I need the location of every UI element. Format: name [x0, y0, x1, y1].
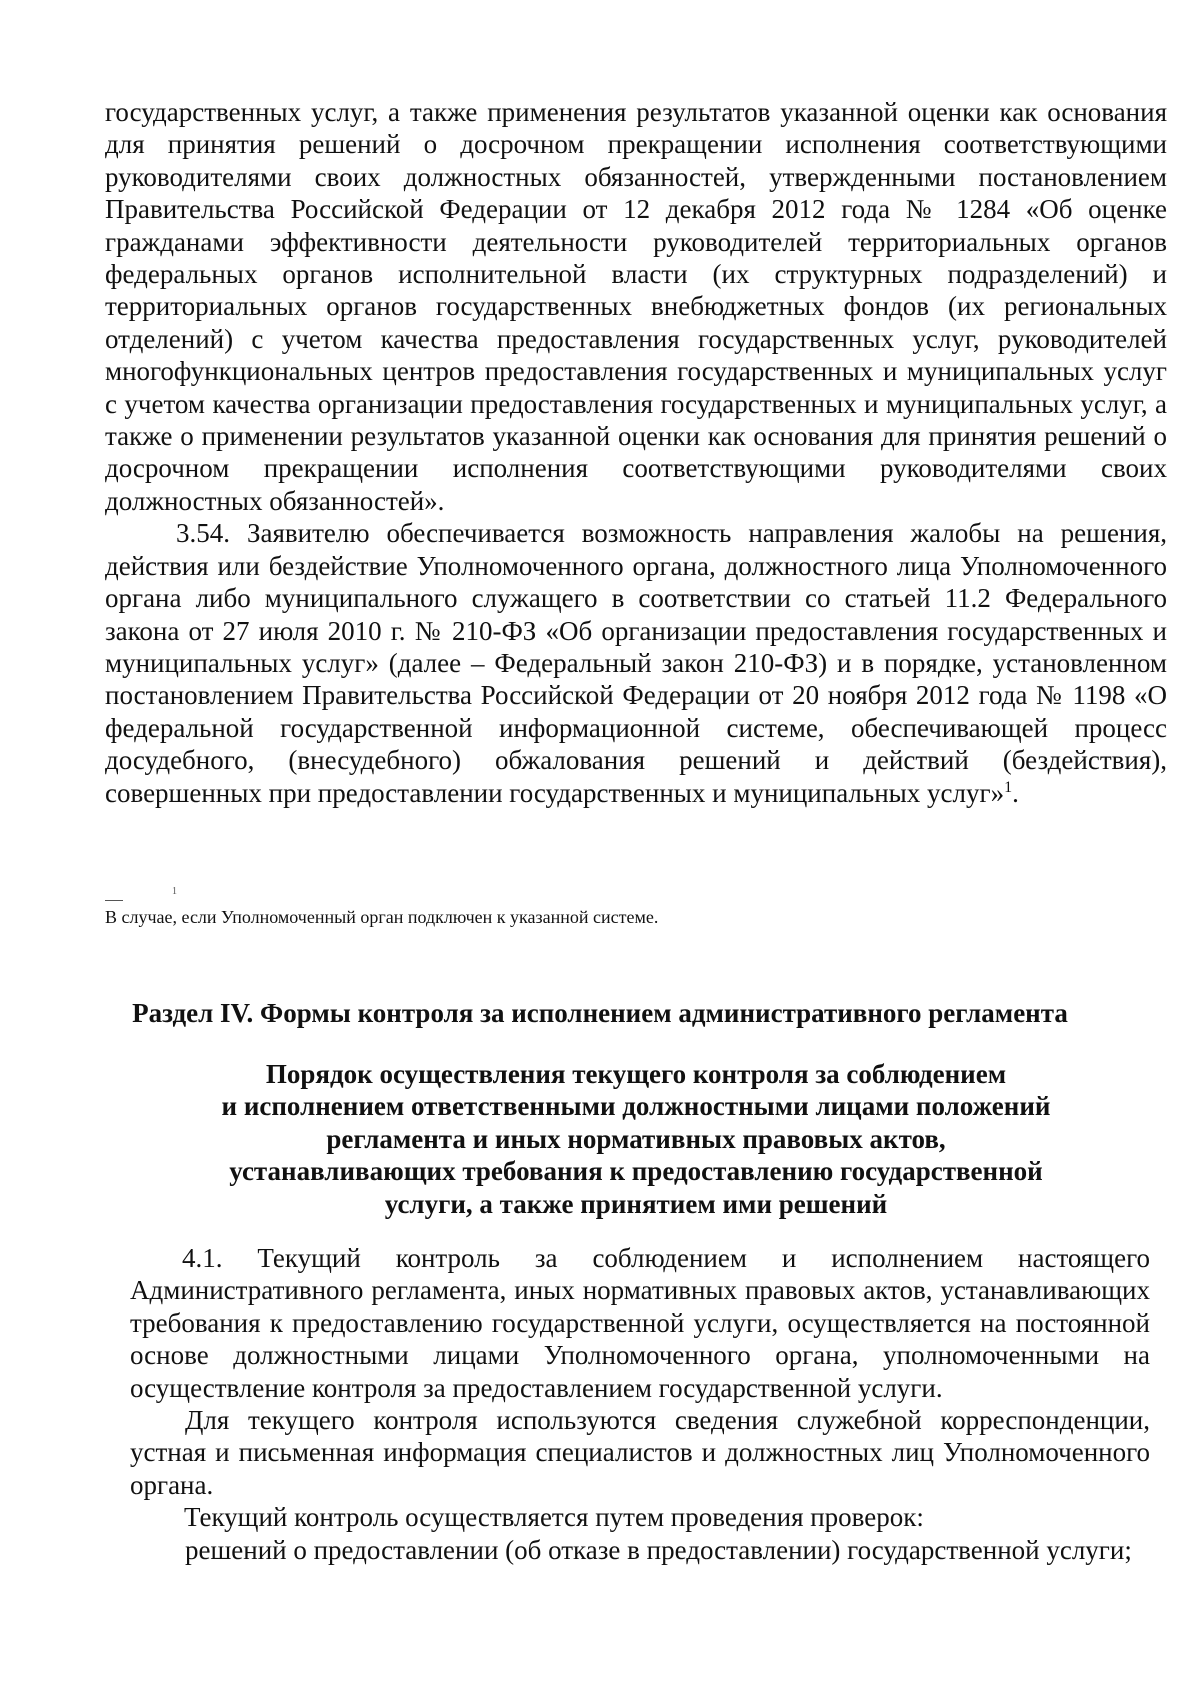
body-text-top — [105, 96, 1167, 809]
paragraph-checks: Текущий контроль осуществляется путем проведения проверок: — [184, 1502, 924, 1533]
paragraph-3-54 — [105, 517, 1167, 809]
subheading-line: устанавливающих требования к предоставлению государственной — [229, 1156, 1043, 1187]
subheading-line: регламента и иных нормативных правовых актов, — [326, 1123, 946, 1154]
paragraph-sources: Для текущего контроля используются сведения служебной корреспонденции, устная и письменная информация специалистов и должностных лиц Уполномоченного органа. — [130, 1405, 1150, 1500]
section-heading: Раздел IV. Формы контроля за исполнением административного регламента — [132, 998, 1068, 1028]
footnote-reference[interactable]: 1 — [1004, 778, 1013, 796]
paragraph-decisions: решений о предоставлении (об отказе в предоставлении) государственной услуги; — [185, 1534, 1132, 1565]
subheading-line: и исполнением ответственными должностными лицами положений — [221, 1091, 1051, 1122]
subheading-line: Порядок осуществления текущего контроля за соблюдением — [265, 1059, 1007, 1089]
paragraph-3-54-text: 3.54. Заявителю обеспечивается возможность направления жалобы на решения, действия или бездействие Уполномоченного органа, должностного лица Уполномоченного органа либо муниципального служащего в соответствии со статьей 11.2 Федерального закона от 27 июля 2010 г. № 210-ФЗ «Об организации предоставления государственных и муниципальных услуг» (далее – Федеральный закон 210-ФЗ) и в порядке, установленном постановлением Правительства Российской Федерации от 20 ноября 2012 года № 1198 «О федеральной государственной информационной системе, обеспечивающей процесс досудебного, (внесудебного) обжалования решений и действий (бездействия), совершенных при предоставлении государственных и муниципальных услуг» — [105, 518, 1167, 808]
paragraph-continuation: государственных услуг, а также применения результатов указанной оценки как основания для принятия решений о досрочном прекращении исполнения соответствующими руководителями своих должностных обязанностей, утвержденными постановлением Правительства Российской Федерации от 12 декабря 2012 года № 1284 «Об оценке гражданами эффективности деятельности руководителей территориальных органов федеральных органов исполнительной власти (их структурных подразделений) и территориальных органов государственных внебюджетных фондов (их региональных отделений) с учетом качества предоставления государственных услуг, руководителей многофункциональных центров предоставления государственных и муниципальных услуг с учетом качества организации предоставления государственных и муниципальных услуг, а также о применении результатов указанной оценки как основания для принятия решений о досрочном прекращении исполнения соответствующими руководителями своих должностных обязанностей». — [105, 97, 1167, 516]
body-text-bottom — [130, 1242, 1150, 1566]
subheading — [190, 1058, 1082, 1220]
footnote-mark: 1 — [172, 886, 177, 897]
paragraph-3-54-end: . — [1012, 777, 1019, 808]
subheading-line: услуги, а также принятием ими решений — [384, 1188, 888, 1219]
footnote-separator — [105, 900, 123, 901]
footnote-text: В случае, если Уполномоченный орган подключен к указанной системе. — [105, 907, 659, 927]
paragraph-4-1: 4.1. Текущий контроль за соблюдением и исполнением настоящего Административного регламента, иных нормативных правовых актов, устанавливающих требования к предоставлению государственной услуги, осуществляется на постоянной основе должностными лицами Уполномоченного органа, уполномоченными на осуществление контроля за предоставлением государственной услуги. — [130, 1243, 1150, 1403]
